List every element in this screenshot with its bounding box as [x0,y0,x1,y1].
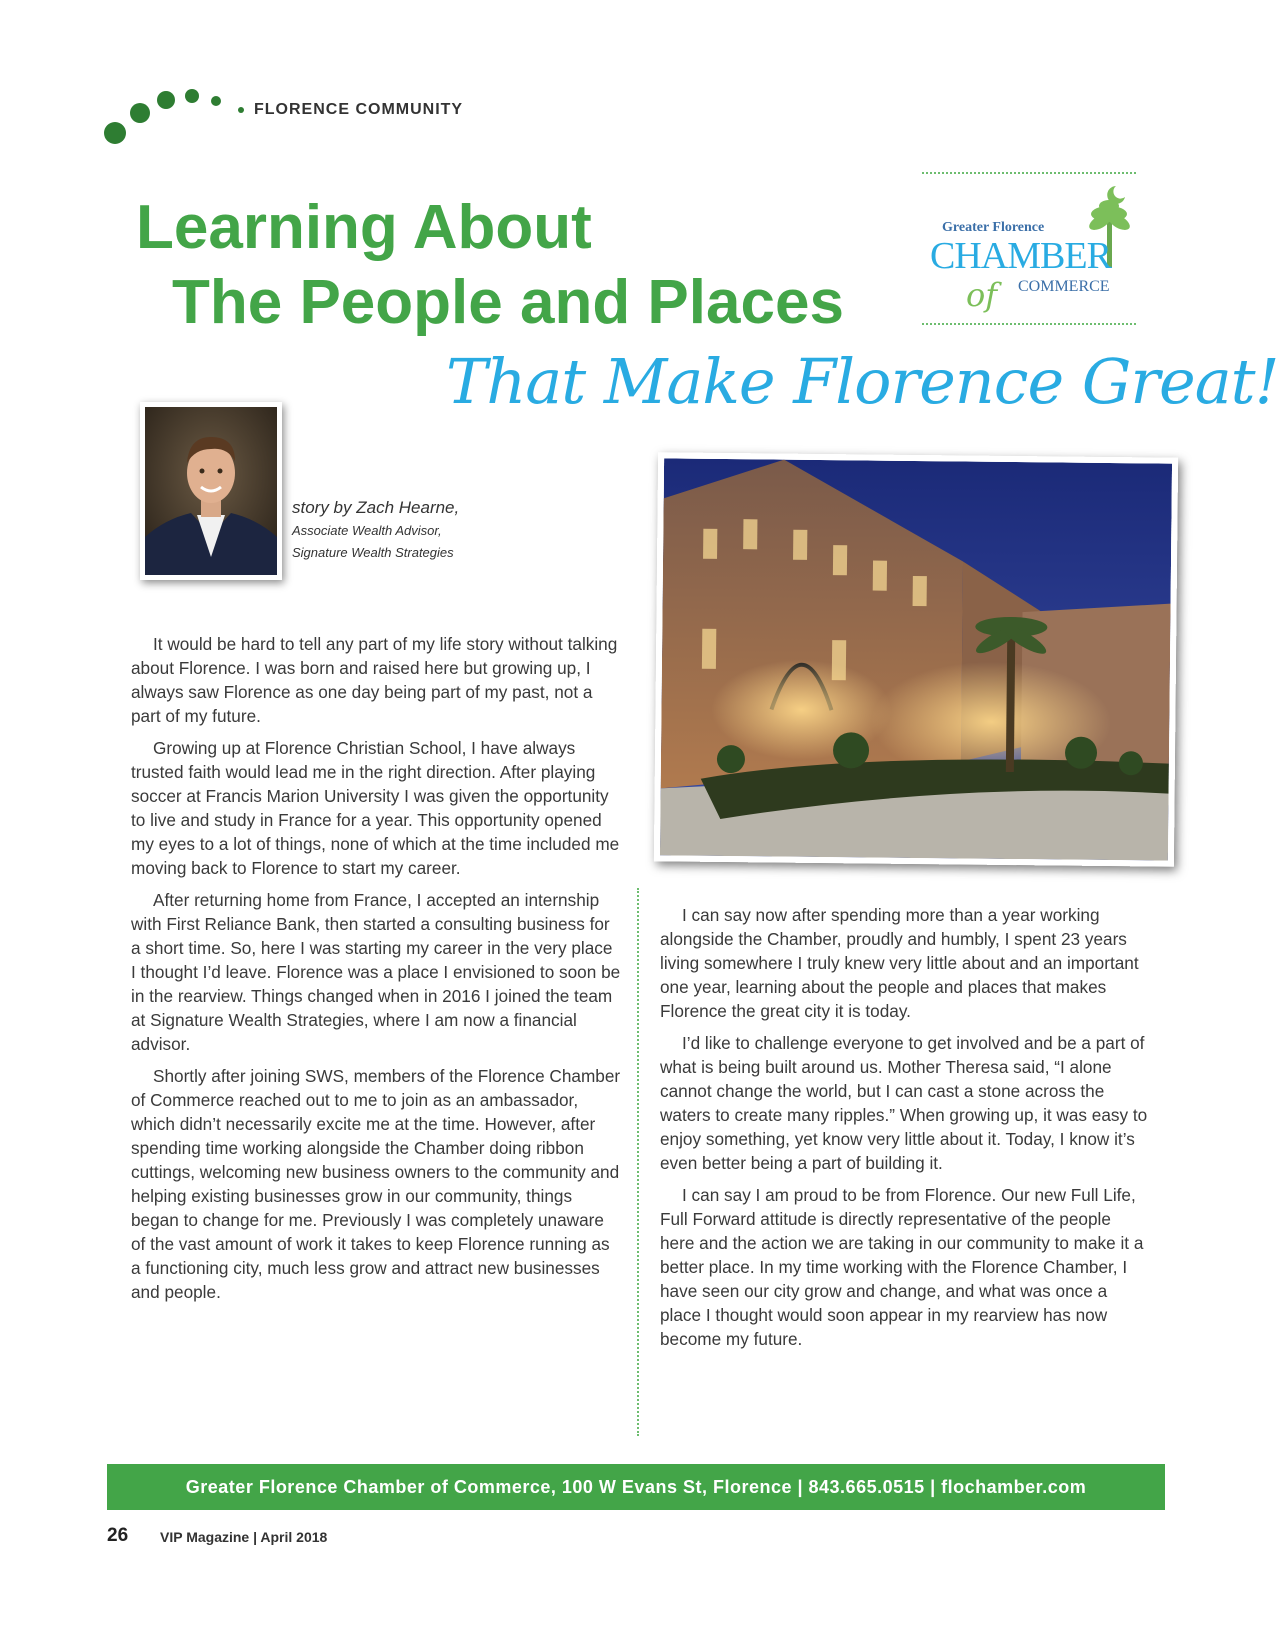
byline-author: story by Zach Hearne, [292,498,460,517]
courtyard-image [660,458,1172,860]
courtyard-photo [654,452,1178,866]
column-divider [637,888,639,1436]
paragraph: I’d like to challenge everyone to get involved and be a part of what is being built around us. Mother Theresa said, “I alone cannot change the world, but I can cast a stone across the waters to create many ripples.” When growing up, it was easy to enjoy something, yet know very little about it. Today, I know it’s even better being a part of building it. [660,1033,1148,1173]
paragraph: I can say I am proud to be from Florence. Our new Full Life, Full Forward attitude is directly representative of the people here and the action we are taking in our community to make it a better place. In my time working with the Florence Chamber, I have seen our city grow and change, and what was once a place I thought would soon appear in my rearview has now become my future. [660,1185,1144,1349]
dot-6 [238,107,244,113]
dot-1 [104,122,126,144]
magazine-info: VIP Magazine | April 2018 [160,1529,328,1545]
paragraph: Growing up at Florence Christian School, I have always trusted faith would lead me in the right direction. After playing soccer at Francis Marion University I was given the opportunity to live and study in France for a year. This opportunity opened my eyes to a lot of things, none of which at the time included me moving back to Florence to start my career. [131,738,620,878]
paragraph: It would be hard to tell any part of my life story without talking about Florence. I was born and raised here but growing up, I always saw Florence as one day being part of my past, not a part of my future. [131,634,618,726]
headline-line1: Learning About [136,193,592,262]
headline-line2: The People and Places [172,268,844,337]
headline-script: That Make Florence Great! [446,345,1278,418]
article-left-column [131,632,621,1312]
paragraph: After returning home from France, I accepted an internship with First Reliance Bank, then started a consulting business for a short time. So, here I was starting my career in the very place I thought I’d leave. Florence was a place I envisioned to soon be in the rearview. Things changed when in 2016 I joined the team at Signature Wealth Strategies, where I am now a financial advisor. [131,890,621,1054]
contact-footer-bar: Greater Florence Chamber of Commerce, 100 W Evans St, Florence | 843.665.0515 | flochamber.com [107,1464,1165,1510]
logo-text-chamber: CHAMBER [930,235,1111,277]
logo-top-rule [922,172,1136,174]
logo-text-top: Greater Florence [942,220,1045,235]
page-number: 26 [107,1525,129,1546]
section-label: FLORENCE COMMUNITY [254,101,464,118]
byline-company: Signature Wealth Strategies [292,545,454,560]
portrait-image [145,407,277,575]
dot-2 [130,103,150,123]
dot-3 [157,91,175,109]
byline-title: Associate Wealth Advisor, [292,523,442,538]
logo-text-commerce: COMMERCE [1018,278,1110,295]
article-right-column [660,903,1150,1359]
logo-bottom-rule [922,323,1136,325]
author-portrait [140,402,282,580]
chamber-logo [922,180,1136,320]
paragraph: I can say now after spending more than a year working alongside the Chamber, proudly and humbly, I spent 23 years living somewhere I truly knew very little about and an important one year, learning about the people and places that makes Florence the great city it is today. [660,905,1139,1021]
dot-5 [211,96,221,106]
paragraph: Shortly after joining SWS, members of the Florence Chamber of Commerce reached out to me to join as an ambassador, which didn’t necessarily excite me at the time. However, after spending time working alongside the Chamber doing ribbon cuttings, welcoming new business owners to the community and helping existing businesses grow in our community, things began to change for me. Previously I was completely unaware of the vast amount of work it takes to keep Florence running as a functioning city, much less grow and attract new businesses and people. [131,1066,621,1302]
dot-4 [185,89,199,103]
logo-text-of: of [966,276,998,314]
